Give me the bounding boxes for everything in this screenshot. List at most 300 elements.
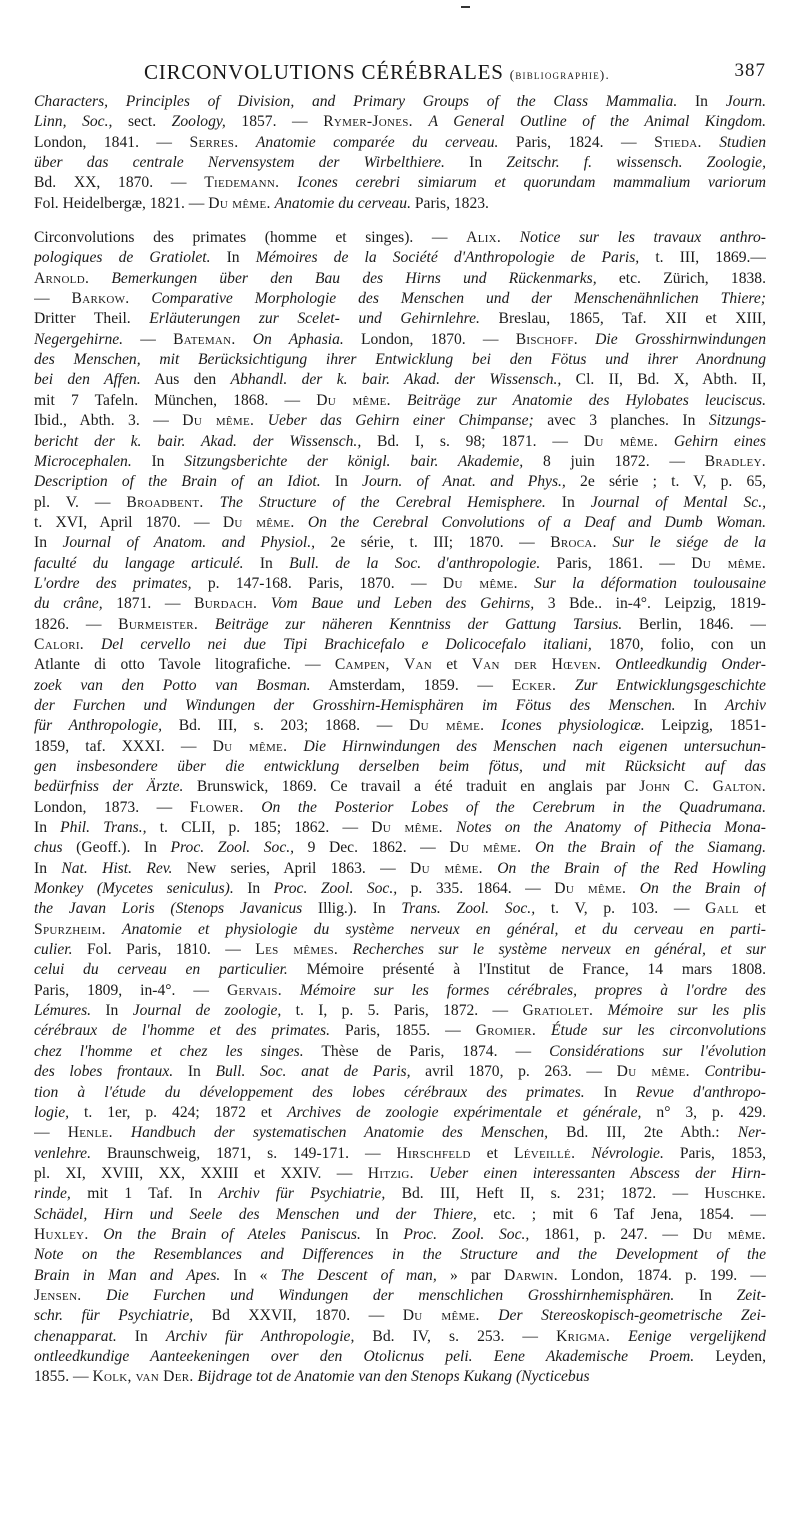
work-title: the Javan Loris (Stenops Javanicus bbox=[34, 900, 303, 918]
text-segment bbox=[390, 656, 404, 673]
text-line bbox=[34, 452, 766, 472]
text-segment: Ibid., Abth. 3. — bbox=[34, 412, 183, 430]
work-title: Recherches sur le système nerveux en général, et sur bbox=[352, 941, 766, 959]
text-line bbox=[34, 133, 766, 153]
work-title: schr. für Psychiatrie, bbox=[34, 1307, 194, 1325]
work-title: Névrologie. bbox=[591, 1144, 664, 1162]
text-segment: In « bbox=[220, 1266, 281, 1284]
text-segment: 1859, taf. XXXI. — bbox=[34, 737, 213, 755]
text-segment bbox=[391, 392, 407, 409]
text-line bbox=[34, 940, 766, 960]
work-title: gen insbesondere über die entwicklung derselben beim fötus, und mit Rücksicht auf das bbox=[34, 758, 766, 775]
text-segment: 9 Dec. 1862. — bbox=[294, 839, 450, 857]
work-title: Monkey (Mycetes seniculus). bbox=[34, 880, 234, 898]
work-title: Linn, Soc., bbox=[34, 113, 113, 131]
text-line bbox=[34, 1367, 766, 1387]
text-segment bbox=[244, 799, 262, 816]
text-segment: et bbox=[739, 900, 766, 918]
work-title: zoek van den Potto van Bosman. bbox=[34, 676, 311, 694]
author-name: Spurzheim. bbox=[34, 920, 106, 938]
work-title: venlehre. bbox=[34, 1144, 91, 1162]
work-title: On the Posterior Lobes of the Cerebrum in the Quadrumana. bbox=[261, 798, 766, 816]
work-title: Anatomie et physiologie du système nerveux en général, et du cerveau en parti- bbox=[122, 920, 766, 938]
author-name: Bischoff. bbox=[515, 330, 578, 348]
work-title: chenapparat. bbox=[34, 1327, 117, 1345]
text-segment: In bbox=[677, 93, 726, 110]
text-line bbox=[34, 228, 766, 248]
text-segment: pl. V. — bbox=[34, 493, 127, 511]
text-line bbox=[34, 899, 766, 919]
text-line bbox=[34, 798, 766, 818]
author-name: Du même. bbox=[402, 1307, 480, 1325]
text-segment: London, 1874. p. 199. — bbox=[557, 1266, 766, 1284]
text-line bbox=[34, 330, 766, 350]
text-segment: In bbox=[243, 554, 290, 572]
work-title: Journ. of Anat. and Phys., bbox=[362, 473, 566, 491]
text-segment: Leipzig, 1851- bbox=[644, 717, 766, 735]
text-line bbox=[34, 289, 766, 309]
text-line bbox=[34, 716, 766, 736]
author-name: Du même. bbox=[691, 554, 766, 572]
work-title: Zeit- bbox=[736, 1286, 766, 1304]
work-title: Mémoire sur les plis bbox=[607, 1002, 766, 1020]
work-title: Nat. Hist. Rev. bbox=[61, 859, 173, 877]
text-segment bbox=[106, 921, 122, 938]
text-segment bbox=[257, 595, 271, 612]
work-title: The Descent of man, bbox=[280, 1266, 437, 1284]
work-title: On Aphasia. bbox=[252, 330, 344, 348]
text-segment: Breslau, 1865, Taf. XII et XIII, bbox=[479, 310, 766, 328]
author-name: Du même. bbox=[583, 432, 659, 450]
text-segment bbox=[521, 839, 535, 856]
work-title: Contribu- bbox=[704, 1063, 766, 1081]
text-segment: Atlante di otto Tavole litografiche. — bbox=[34, 656, 335, 674]
text-line bbox=[34, 350, 766, 370]
author-name: Hirschfeld bbox=[396, 1144, 471, 1162]
author-name: Jensen. bbox=[34, 1286, 82, 1304]
text-segment: London, 1841. — bbox=[34, 133, 190, 151]
work-title: Note on the Resemblances and Differences in the Structure and the Development of the bbox=[34, 1246, 766, 1264]
work-title: tion à l'étude du développement des lobes cérébraux des primates. bbox=[34, 1083, 585, 1101]
author-name: Broadbent. bbox=[126, 493, 204, 511]
text-line bbox=[34, 1103, 766, 1123]
work-title: cérébraux de l'homme et des primates. bbox=[34, 1022, 331, 1040]
work-title: On the Brain of the Red Howling bbox=[497, 859, 766, 877]
author-name: Flower. bbox=[189, 798, 244, 816]
text-segment bbox=[483, 860, 497, 877]
work-title: On the Brain of bbox=[639, 880, 766, 898]
work-title: Schädel, Hirn und Seele des Menschen und der Thiere, bbox=[34, 1205, 477, 1223]
work-title: Sitzungs- bbox=[708, 412, 766, 430]
text-segment: sect. bbox=[112, 113, 172, 131]
running-subtitle: (bibliographie). bbox=[509, 67, 610, 82]
author-name: Léveillé. bbox=[513, 1144, 576, 1162]
text-segment: In bbox=[675, 696, 725, 714]
text-segment: Bd. IV, s. 253. — bbox=[354, 1327, 557, 1345]
text-line bbox=[34, 655, 766, 675]
text-segment: Circonvolutions des primates (homme et singes). — bbox=[34, 229, 467, 247]
work-title: Studien bbox=[719, 133, 766, 151]
author-name: Barkow. bbox=[71, 290, 130, 308]
work-title: Eenige vergelijkend bbox=[628, 1327, 766, 1345]
author-name: Du même. bbox=[616, 1063, 690, 1081]
text-segment: 1857. — bbox=[225, 113, 324, 131]
text-segment: In bbox=[116, 1327, 166, 1345]
text-segment: t. CLII, p. 185; 1862. — bbox=[146, 819, 372, 837]
text-segment: Paris, 1855. — bbox=[330, 1022, 476, 1040]
text-segment bbox=[658, 433, 674, 450]
text-segment: In bbox=[34, 819, 61, 837]
work-title: Ner- bbox=[737, 1124, 766, 1142]
text-segment: etc. Zürich, 1838. bbox=[596, 269, 766, 287]
author-name: Ecker. bbox=[511, 676, 557, 694]
text-line bbox=[34, 1347, 766, 1367]
text-segment: Bd. I, s. 98; 1871. — bbox=[361, 432, 584, 450]
author-name: Bradley. bbox=[704, 452, 766, 470]
page-mark bbox=[461, 6, 470, 8]
text-segment bbox=[480, 1307, 499, 1324]
work-title: Ontleedkundig Onder- bbox=[615, 656, 766, 674]
text-line bbox=[34, 1245, 766, 1265]
work-title: Zoology, bbox=[171, 113, 226, 131]
work-title: faculté du langage articulé. bbox=[34, 554, 244, 572]
work-title: Zur Entwicklungsgeschichte bbox=[574, 676, 766, 694]
text-segment: 3 Bde.. in-4°. Leipzig, 1819- bbox=[534, 595, 766, 613]
author-name: Van der Hœven. bbox=[471, 656, 602, 674]
work-title: Mémoire sur les formes cérébrales, propres à l'ordre des bbox=[299, 981, 766, 999]
text-line bbox=[34, 1083, 766, 1103]
text-segment: t. I, p. 5. Paris, 1872. — bbox=[281, 1002, 523, 1020]
text-line bbox=[34, 1021, 766, 1041]
text-segment bbox=[484, 717, 501, 734]
text-line bbox=[34, 615, 766, 635]
text-line bbox=[34, 757, 766, 777]
text-line bbox=[34, 1306, 766, 1326]
work-title: Del cervello nei due Tipi Brachicefalo e Dolicocefalo italiani, bbox=[100, 635, 592, 653]
author-name: Darwin. bbox=[504, 1266, 558, 1284]
text-segment bbox=[518, 575, 534, 592]
work-title: Revue d'anthropo- bbox=[635, 1083, 766, 1101]
text-line bbox=[34, 676, 766, 696]
text-line bbox=[34, 1123, 766, 1143]
bibliography-body bbox=[34, 92, 766, 1402]
text-line bbox=[34, 533, 766, 553]
text-segment bbox=[282, 982, 300, 999]
work-title: Journal de zoologie, bbox=[132, 1002, 282, 1020]
text-line bbox=[34, 1062, 766, 1082]
work-title: Anatomie du cerveau. bbox=[274, 194, 411, 212]
author-name: Du même. bbox=[208, 194, 271, 212]
work-title: Ueber das Gehirn einer Chimpanse; bbox=[267, 412, 534, 430]
work-title: Vom Baue und Leben des Gehirns, bbox=[270, 595, 535, 613]
author-name: Kolk, bbox=[92, 1368, 132, 1386]
text-line bbox=[34, 1225, 766, 1245]
work-title: bei den Affen. bbox=[34, 371, 141, 389]
author-name: Du même. bbox=[442, 574, 518, 592]
author-name: Calori. bbox=[34, 635, 85, 653]
text-segment: London, 1870. — bbox=[343, 330, 516, 348]
text-segment: Aus den bbox=[140, 371, 231, 389]
text-line bbox=[34, 493, 766, 513]
author-name: Du même. bbox=[316, 391, 391, 409]
text-segment: » par bbox=[436, 1266, 505, 1284]
work-title: On the Brain of the Siamang. bbox=[534, 839, 766, 857]
text-segment: Bd. III, Heft II, s. 231; 1872. — bbox=[385, 1185, 705, 1203]
author-name: Gervais. bbox=[226, 981, 282, 999]
work-title: Mémoires de la Société d'Anthropologie de Paris, bbox=[255, 249, 640, 267]
text-line bbox=[34, 859, 766, 879]
work-title: über das centrale Nervensystem der Wirbelthiere. bbox=[34, 154, 445, 172]
text-segment bbox=[610, 1328, 628, 1345]
text-segment: avril 1870, p. 263. — bbox=[410, 1063, 617, 1081]
text-segment: In bbox=[545, 493, 591, 511]
text-segment: mit 7 Tafeln. München, 1868. — bbox=[34, 391, 317, 409]
text-segment bbox=[536, 1022, 551, 1039]
work-title: Microcephalen. bbox=[34, 452, 132, 470]
text-line bbox=[34, 574, 766, 594]
work-title: Journal of Anatom. and Physiol., bbox=[62, 534, 316, 552]
author-name: Huschke. bbox=[704, 1185, 766, 1203]
text-line bbox=[34, 309, 766, 329]
text-line bbox=[34, 635, 766, 655]
text-segment: Thèse de Paris, 1874. — bbox=[303, 1042, 550, 1060]
author-name: Van bbox=[403, 656, 433, 674]
text-segment: In bbox=[584, 1083, 636, 1101]
work-title: bedürfniss der Ärzte. bbox=[34, 778, 184, 796]
text-segment: Fol. Heidelbergæ, 1821. — bbox=[34, 194, 209, 212]
text-segment: Cl. II, Bd. X, Abth. II, bbox=[561, 371, 766, 389]
text-line bbox=[34, 818, 766, 838]
work-title: Die Hirnwindungen des Menschen nach eigenen untersuchun- bbox=[303, 737, 766, 755]
text-line bbox=[34, 153, 766, 173]
text-segment: 1861, p. 247. — bbox=[529, 1225, 693, 1243]
text-segment: Bd. XX, 1870. — bbox=[34, 174, 205, 192]
text-segment: London, 1873. — bbox=[34, 798, 190, 816]
text-segment: Illig.). In bbox=[302, 900, 402, 918]
work-title: On the Cerebral Convolutions of a Deaf and Dumb Woman. bbox=[307, 513, 766, 531]
author-name: Burdach. bbox=[194, 595, 258, 613]
text-segment bbox=[626, 880, 640, 897]
text-segment bbox=[287, 738, 303, 755]
text-segment: 1871. — bbox=[102, 595, 195, 613]
work-title: Bijdrage tot de Anatomie van den Stenops Kukang (Nycticebus bbox=[197, 1368, 590, 1386]
author-name: Du même. bbox=[692, 1225, 766, 1243]
text-line bbox=[34, 920, 766, 940]
author-name: Broca. bbox=[550, 534, 597, 552]
text-segment: 1826. — bbox=[34, 615, 119, 633]
text-segment bbox=[129, 290, 151, 307]
text-line bbox=[34, 194, 766, 214]
running-title-text: CIRCONVOLUTIONS CÉRÉBRALES bbox=[144, 60, 504, 84]
text-line bbox=[34, 696, 766, 716]
text-segment: In bbox=[131, 452, 185, 470]
author-name: Du même. bbox=[449, 839, 522, 857]
text-segment: New series, April 1863. — bbox=[172, 859, 411, 877]
text-segment: t. XVI, April 1870. — bbox=[34, 513, 223, 531]
text-segment: t. V, p. 103. — bbox=[535, 900, 706, 918]
text-segment: In bbox=[674, 1286, 737, 1304]
text-segment: Paris, 1824. — bbox=[498, 133, 655, 151]
text-segment: Paris, 1823. bbox=[410, 194, 489, 212]
work-title: Proc. Zool. Soc., bbox=[170, 839, 295, 857]
text-segment: mit 1 Taf. In bbox=[70, 1185, 219, 1203]
author-name: Du même. bbox=[410, 859, 483, 877]
work-title: Description of the Brain of an Idiot. bbox=[34, 473, 321, 491]
text-segment: Mémoire présenté à l'Institut de France, 14 mars 1808. bbox=[287, 961, 766, 979]
work-title: Der Stereoskopisch-geometrische Zei- bbox=[498, 1307, 766, 1325]
text-segment: In bbox=[444, 154, 507, 172]
work-title: pologiques de Gratiolet. bbox=[34, 249, 211, 267]
work-title: ontleedkundige Aanteekeningen over den Otolicnus peli. Eene Akademische Proem. bbox=[34, 1347, 695, 1365]
work-title: On the Brain of Ateles Paniscus. bbox=[103, 1225, 361, 1243]
work-title: rinde, bbox=[34, 1185, 71, 1203]
text-line bbox=[34, 391, 766, 411]
work-title: Archiv für Psychiatrie, bbox=[218, 1185, 386, 1203]
text-line bbox=[34, 173, 766, 193]
text-segment bbox=[575, 1145, 591, 1162]
work-title: Beiträge zur näheren Kenntniss der Gattung Tarsius. bbox=[214, 615, 623, 633]
text-line bbox=[34, 554, 766, 574]
text-segment: In bbox=[360, 1225, 404, 1243]
text-segment: Paris, 1809, in-4°. — bbox=[34, 981, 227, 999]
text-segment bbox=[690, 1063, 705, 1080]
text-line bbox=[34, 737, 766, 757]
work-title: Bull. de la Soc. d'anthropologie. bbox=[289, 554, 541, 572]
author-name: John C. Galton. bbox=[639, 778, 766, 796]
text-segment: Brunswick, 1869. Ce travail a été traduit en anglais par bbox=[183, 778, 640, 796]
text-segment: 2e série ; t. V, p. 65, bbox=[565, 473, 766, 491]
text-segment: In bbox=[91, 1002, 133, 1020]
text-segment: t. III, 1869.— bbox=[639, 249, 766, 267]
work-title: Characters, Principles of Division, and Primary Groups of the Class Mammalia. bbox=[34, 93, 678, 110]
text-line bbox=[34, 594, 766, 614]
author-name: Rymer-Jones. bbox=[323, 113, 413, 131]
text-segment: avec 3 planches. In bbox=[533, 412, 709, 430]
work-title: Handbuch der systematischen Anatomie des Menschen, bbox=[130, 1124, 549, 1142]
text-segment: et bbox=[432, 656, 472, 674]
text-segment: 1855. — bbox=[34, 1368, 93, 1386]
work-title: Étude sur les circonvolutions bbox=[551, 1022, 766, 1040]
text-segment: In bbox=[173, 1063, 216, 1081]
author-name: Gratiolet. bbox=[522, 1002, 594, 1020]
text-line bbox=[34, 472, 766, 492]
author-name: Du même. bbox=[409, 717, 485, 735]
text-segment: p. 335. 1864. — bbox=[397, 880, 555, 898]
work-title: Beiträge zur Anatomie des Hylobates leuciscus. bbox=[407, 391, 766, 409]
work-title: Die Grosshirnwindungen bbox=[595, 330, 766, 348]
text-line bbox=[34, 1144, 766, 1164]
text-line bbox=[34, 432, 766, 452]
work-title: Archives de zoologie expérimentale et générale, bbox=[287, 1103, 642, 1121]
text-segment bbox=[597, 534, 612, 551]
work-title: The Structure of the Cerebral Hemisphere. bbox=[219, 493, 546, 511]
text-segment bbox=[601, 656, 615, 673]
author-name: Tiedemann. bbox=[204, 174, 280, 192]
text-segment bbox=[204, 494, 220, 511]
work-title: Proc. Zool. Soc., bbox=[273, 880, 398, 898]
work-title: für Anthropologie, bbox=[34, 717, 163, 735]
text-line bbox=[34, 411, 766, 431]
text-line bbox=[34, 1184, 766, 1204]
text-line bbox=[34, 92, 766, 112]
text-segment bbox=[556, 677, 575, 694]
work-title: Sur la déformation toulousaine bbox=[534, 574, 766, 592]
text-segment bbox=[89, 270, 111, 287]
author-name: Du même. bbox=[222, 513, 295, 531]
work-title: Notice sur les travaux anthro- bbox=[519, 229, 766, 247]
text-segment: Paris, 1861. — bbox=[540, 554, 692, 572]
work-title: Anatomie comparée du cerveau. bbox=[255, 133, 499, 151]
text-segment: Berlin, 1846. — bbox=[622, 615, 766, 633]
author-name: Gromier. bbox=[475, 1022, 537, 1040]
text-line bbox=[34, 370, 766, 390]
text-segment bbox=[413, 113, 429, 130]
author-name: Bateman. bbox=[173, 330, 236, 348]
author-name: Du même. bbox=[212, 737, 288, 755]
work-title: chez l'homme et chez les singes. bbox=[34, 1042, 304, 1060]
work-title: Die Furchen und Windungen der menschlichen Grosshirnhemisphären. bbox=[106, 1286, 675, 1304]
text-segment bbox=[443, 819, 456, 836]
text-segment bbox=[113, 1124, 131, 1141]
text-line bbox=[34, 248, 766, 268]
work-title: Gehirn eines bbox=[673, 432, 766, 450]
text-segment: n° 3, p. 429. bbox=[641, 1103, 766, 1121]
text-segment bbox=[279, 174, 297, 191]
text-line bbox=[34, 777, 766, 797]
work-title: celui du cerveau en particulier. bbox=[34, 961, 288, 979]
bibliography-paragraph-mammalia bbox=[34, 92, 766, 214]
author-name: Les mêmes. bbox=[255, 941, 339, 959]
work-title: Erläuterungen zur Scelet- und Gehirnlehre. bbox=[149, 310, 480, 328]
text-segment bbox=[338, 941, 352, 958]
text-segment: Dritter Theil. bbox=[34, 310, 150, 328]
work-title: Archiv bbox=[724, 696, 766, 714]
text-segment: Paris, 1853, bbox=[663, 1144, 766, 1162]
text-segment bbox=[89, 1226, 104, 1243]
author-name: Huxley. bbox=[34, 1225, 89, 1243]
text-line bbox=[34, 1266, 766, 1286]
text-line bbox=[34, 1042, 766, 1062]
work-title: des lobes frontaux. bbox=[34, 1063, 174, 1081]
work-title: Sitzungsberichte der königl. bair. Akademie, bbox=[184, 452, 524, 470]
text-segment: Braunschweig, 1871, s. 149-171. — bbox=[91, 1144, 397, 1162]
author-name: van Der. bbox=[135, 1368, 194, 1386]
work-title: Zeitschr. f. wissensch. Zoologie, bbox=[506, 154, 766, 172]
work-title: Bull. Soc. anat de Paris, bbox=[215, 1063, 411, 1081]
text-segment: — bbox=[34, 1124, 68, 1142]
text-segment: p. 147-168. Paris, 1870. — bbox=[191, 574, 443, 592]
work-title: Proc. Zool. Soc., bbox=[403, 1225, 530, 1243]
text-segment bbox=[82, 1287, 107, 1304]
work-title: Archiv für Anthropologie, bbox=[165, 1327, 355, 1345]
running-title bbox=[144, 60, 610, 85]
work-title: Journ. bbox=[725, 93, 766, 110]
work-title: logie, bbox=[34, 1103, 70, 1121]
work-title: Bemerkungen über den Bau des Hirns und Rückenmarks, bbox=[111, 269, 597, 287]
work-title: Sur le siége de la bbox=[612, 534, 766, 552]
text-segment: 1870, folio, con un bbox=[591, 635, 766, 653]
text-segment bbox=[238, 134, 255, 151]
text-line bbox=[34, 960, 766, 980]
work-title: Considérations sur l'évolution bbox=[549, 1042, 766, 1060]
text-line bbox=[34, 838, 766, 858]
text-segment bbox=[501, 229, 520, 246]
text-segment: (Geoff.). In bbox=[62, 839, 171, 857]
text-line bbox=[34, 513, 766, 533]
work-title: des Menschen, mit Berücksichtigung ihrer Entwicklung bei den Fötus und ihrer Anordnung bbox=[34, 351, 766, 369]
author-name: Du même. bbox=[371, 819, 443, 837]
text-segment: — bbox=[123, 330, 174, 348]
